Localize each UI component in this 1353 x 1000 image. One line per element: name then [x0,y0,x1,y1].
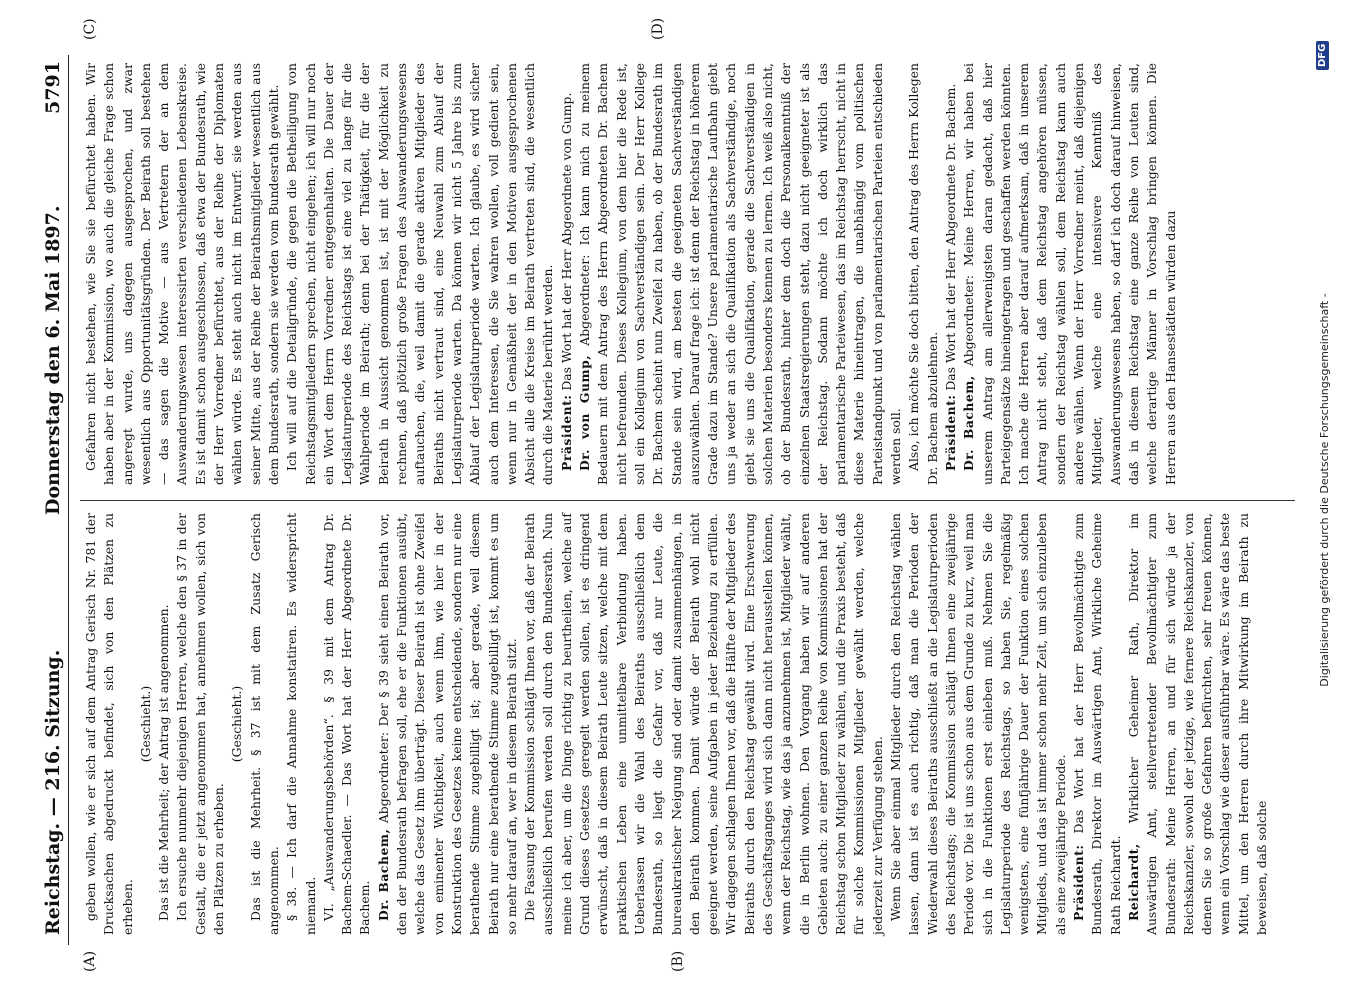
speaker-name: Reichardt, [1125,843,1141,921]
paragraph [1125,513,1271,935]
paragraph [942,63,960,485]
paragraph [887,513,1070,935]
paragraph-text: Die Fassung der Kommission schlägt Ihnen vor, daß der Beirath ausschließlich berufen werden soll durch den Bundesrath. Nun meine ich aber, um die Dinge richtig zu beurtheilen, welche auf Grund dieses Gesetzes geregelt werden sollen, ist es dringend erwünscht, daß in diesem Beirath Leute sitzen, welche mit dem praktischen Leben eine unmittelbare Verbindung haben. Ueberlassen wir die Wahl des Beiraths ausschließlich dem Bundesrath, so liegt die Gefahr vor, daß nur Leute, die bureaukratischer Neigung sind oder damit zusammenhängen, in den Beirath kommen. Damit würde der Beirath wohl nicht geeignet werden, seine Aufgaben in jeder Beziehung zu erfüllen. Wir dagegen schlagen Ihnen vor, daß die Hälfte der Mitglieder des Beiraths durch den Reichstag gewählt wird. Eine Erschwerung des Geschäftsganges wird sich dann nicht herausstellen können, wenn der Reichstag, wie das ja anzunehmen ist, Mitglieder wählt, die in Berlin wohnen. Den Vorgang haben wir auf anderen Gebieten auch: zu einer ganzen Reihe von Kommissionen hat der Reichstag schon Mitglieder zu wählen, und die Praxis besteht, daß für solche Kommissionen Mitglieder gewählt werden, welche jederzeit zur Verfügung stehen. [522,513,885,935]
margin-marker-b: (B) [670,950,686,972]
paragraph-text: Wenn Sie aber einmal Mitglieder durch den Reichstag wählen lassen, dann ist es auch richtig, daß man die Perioden der Wiederwahl dieses Beiraths ausschließt an die Legislaturperioden des Reichstags; die Kommission schlägt Ihnen eine zweijährige Periode vor. Die ist uns schon aus dem Grunde zu kurz, weil man sich in die Funktionen erst einleben muß. Nehmen Sie die Legislaturperiode des Reichstags, so haben Sie, regelmäßig wenigstens, eine fünfjährige Dauer der Funktion eines solchen Mitglieds, und das ist immer schon mehr Zeit, um sich einzuleben als eine zweijährige Periode. [888,513,1068,935]
speaker-name: Präsident: [1071,844,1087,921]
dfg-logo: DFG [1316,41,1329,70]
column-divider [80,500,1295,501]
paragraph [247,513,284,935]
paragraph-text: § 38. — Ich darf die Annahme konstatiren. Es widerspricht niemand. [284,513,318,935]
speaker-name: Dr. Bachem, [375,828,391,921]
page-header [38,55,69,945]
paragraph-text: Das ist die Mehrheit. § 37 ist mit dem Zusatz Gerisch angenommen. [247,513,281,935]
speaker-name: Dr. von Gump, [577,354,593,471]
paragraph-text: Gefahren nicht bestehen, wie Sie sie befürchtet haben. Wir haben aber in der Kommission, wo auch die gleiche Frage schon angeregt wurde, uns dagegen ausgesprochen, und zwar wesentlich aus Opportunitätsgründen. Der Beirath soll bestehen — das sagen die Motive — aus Vertretern der an dem Auswanderungswesen interessirten verschiedenen Lebenskreise. Es ist damit schon ausgeschlossen, daß etwa der Bundesrath, wie der Herr Vorredner befürchtet, aus der Reihe der Diplomaten wählen würde. Es steht auch nicht im Entwurf: sie werden aus seiner Mitte, aus der Reihe der Beirathsmitglieder wesentlich aus dem Bundesrath, sondern sie werden vom Bundesrath gewählt. [83,63,281,485]
margin-marker-d: (D) [650,17,666,40]
speaker-name: Dr. Bachem, [961,375,977,471]
paragraph [960,63,1180,485]
paragraph-text: VI. „Auswanderungsbehörden“. § 39 mit dem Antrag Dr. Bachem-Schaedler. — Das Wort hat der Herr Abgeordnete Dr. Bachem. [320,513,373,935]
paragraph [576,63,905,485]
paragraph-text: Abgeordneter: Der § 39 sieht einen Beirath vor, den der Bundesrath befragen soll, ehe er die Funktionen ausübt, welche das Gesetz ihm überträgt. Dieser Beirath ist ohne Zweifel von eminenter Wichtigkeit, auch wenn ihm, wie hier in der Konstruktion des Gesetzes keine entscheidende, sondern nur eine berathende Stimme zugebilligt ist; aber gerade, weil diesem Beirath nur eine berathende Stimme zugebilligt ist, kommt es um so mehr darauf an, wer in diesem Beirath sitzt. [375,513,519,935]
header-date: Donnerstag den 6. Mai 1897. [42,205,64,515]
paragraph-text: Wirklicher Geheimer Rath, Direktor im Auswärtigen Amt, stellvertretender Bevollmächtigter zum Bundesrath: Meine Herren, an und für sich würde ja der Reichskanzler, sowohl der jetzige, wie fernere Reichskanzler, von denen Sie so große Gefahren befürchten, sehr freuen können, wenn ein Vorschlag wie dieser ausführbar wäre. Es wäre das beste Mittel, um den Herren durch ihre Mitwirkung im Beirath zu beweisen, daß solche [1125,513,1269,935]
paragraph-text: geben wollen, wie er sich auf dem Antrag Gerisch Nr. 781 der Drucksachen abgedruckt befindet, sich von den Plätzen zu erheben. [83,513,135,935]
paragraph-text: Abgeordneter: Meine Herren, wir haben bei unserem Antrag am allerwenigsten daran gedacht, daß hier Parteigegensätze hineingetragen und geschaffen werden könnten. Ich mache die Herren aber darauf aufmerksam, daß in unserem Antrag nicht steht, daß dem Reichstag angehören müssen, sondern der Reichstag wählen soll, dem Reichstag kann auch andere wählen. Wenn der Herr Vorredner meint, daß diejenigen Mitglieder, welche eine intensivere Kenntniß des Auswanderungswesens haben, so darf ich doch darauf hinweisen, daß in diesem Reichstag eine ganze Reihe von Leuten sind, welche derartige Männer in Vorschlag bringen können. Die Herren aus den Hansestädten würden dazu [961,63,1178,485]
paragraph [283,513,320,935]
paragraph-text: Das Wort hat der Herr Abgeordnete Dr. Bachem. [942,83,958,395]
paragraph [1070,513,1125,935]
paragraph-text: Ich ersuche nunmehr diejenigen Herren, welche den § 37 in der Gestalt, die er jetzt angenommen hat, annehmen wollen, sich von den Plätzen zu erheben. [174,513,227,935]
paragraph [228,513,246,935]
paragraph-text: Das Wort hat der Herr Abgeordnete von Gump. [558,92,574,395]
paragraph-text: (Geschieht.) [137,685,153,763]
paragraph-text: Das ist die Mehrheit; der Antrag ist angenommen. [156,604,172,921]
page-number: 5791 [42,61,64,114]
paragraph [375,513,521,935]
left-text-column [82,513,1271,935]
header-session: Reichstag. — 216. Sitzung. [42,649,64,935]
paragraph [521,513,887,935]
paragraph [905,63,942,485]
paragraph [558,63,576,485]
margin-marker-a: (A) [82,950,98,972]
speaker-name: Präsident: [558,394,574,471]
paragraph [82,63,283,485]
paragraph-text: Abgeordneter: Ich kann mich zu meinem Bedauern mit dem Antrag des Herrn Abgeordneten Dr. Bachem nicht befreunden. Dieses Kollegium, von dem hier die Rede ist, soll ein Kollegium von Sachverständigen sein. Der Herr Kollege Dr. Bachem scheint nun Zweifel zu haben, ob der Bundesrath im Stande sein wird, am besten die geeigneten Sachverständigen auszuwählen. Darauf frage ich: ist denn der Reichstag in höherem Grade dazu im Stande? Unsere parlamentarische Laufbahn giebt uns ja weder an sich die Qualifikation als Sachverständige, noch giebt sie uns die Qualifikation, gerade die Sachverständigen in solchen Materien besonders kennen zu lernen. Ich weiß also nicht, ob der Bundesrath, hinter dem doch die Personalkenntniß der einzelnen Staatsregierungen steht, dazu nicht geeigneter ist als der Reichstag. Sodann möchte ich doch wirklich das parlamentarische Parteiwesen, das im Reichstag herrscht, nicht in diese Materie hineintragen, die unabhängig vom politischen Parteistandpunkt und von parlamentarischen Parteien entschieden werden soll. [577,62,904,485]
paragraph [173,513,228,935]
paragraph-text: Also, ich möchte Sie doch bitten, den Antrag des Herrn Kollegen Dr. Bachem abzulehnen. [906,63,940,485]
margin-marker-c: (C) [82,18,98,40]
paragraph [82,513,137,935]
paragraph [320,513,375,935]
paragraph-text: Das Wort hat der Herr Bevollmächtigte zum Bundesrath, Direktor im Auswärtigen Amt, Wirkliche Geheime Rath Reichardt. [1071,513,1123,935]
right-text-column [82,63,1180,485]
paragraph-text: Ich will auf die Detailgründe, die gegen die Betheiligung von Reichstagsmitgliedern sprechen, nicht eingehen; ich will nur noch ein Wort dem Herrn Vorredner entgegenhalten. Die Dauer der Legislaturperiode des Reichstags ist eine viel zu lange für die Wahlperiode im Beirath; denn bei der Thätigkeit, für die der Beirath in Aussicht genommen ist, ist mit der Möglichkeit zu rechnen, daß plötzlich große Fragen des Auswanderungswesens auftauchen, die, weil damit die gerade aktiven Mitglieder des Beiraths nicht vertraut sind, eine Neuwahl zum Ablauf der Legislaturperiode warten. Da können wir nicht 5 Jahre bis zum Ablauf der Legislaturperiode warten. Ich glaube, es wird sicher auch dem Interessen, die Sie wahren wollen, voll gedient sein, wenn nur in Gemäßheit der in den Motiven ausgesprochenen Absicht alle die Kreise im Beirath vertreten sind, die wesentlich durch die Materie berührt werden. [284,63,556,485]
speaker-name: Präsident: [942,394,958,471]
paragraph [155,513,173,935]
paragraph [283,63,557,485]
paragraph-text: (Geschieht.) [229,685,245,763]
digitization-credit: Digitalisierung gefördert durch die Deutsche Forschungsgemeinschaft - [1318,293,1331,687]
paragraph [137,513,155,935]
